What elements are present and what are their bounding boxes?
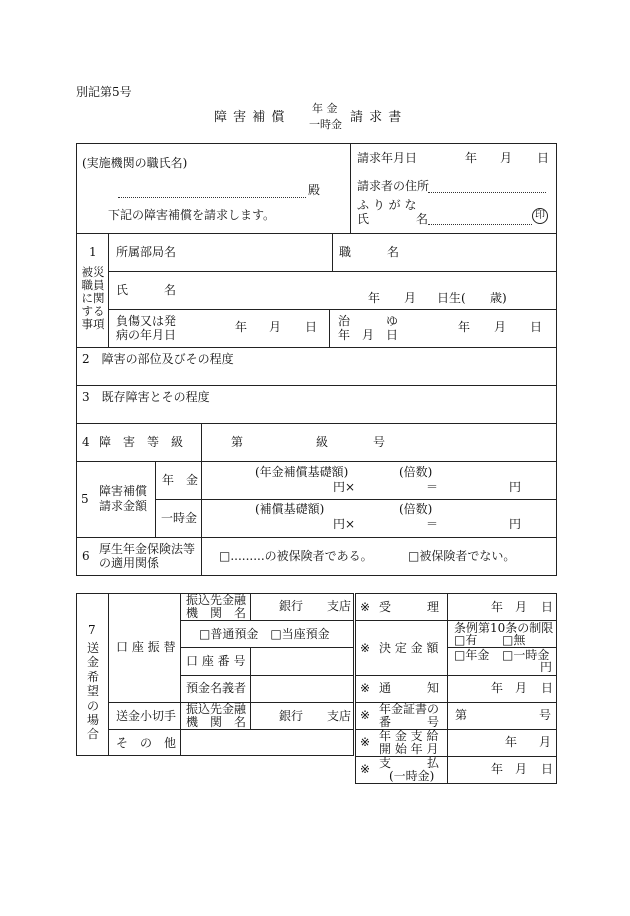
check-bank-label-2: 機 関 名 <box>186 715 247 729</box>
grade-kyu: 級 <box>316 435 329 449</box>
form-title-option-ichiji: 一時金 <box>309 118 342 131</box>
certificate-dai: 第 <box>455 708 468 722</box>
cure-date-label-1: 治 ゆ <box>338 314 399 328</box>
ichiji-equals: ＝ <box>426 517 439 531</box>
injury-year: 年 <box>235 320 248 334</box>
other-method-label: そ の 他 <box>116 736 177 750</box>
birth-age: 歳) <box>490 291 507 305</box>
restriction-label: 条例第10条の制限 <box>454 621 554 635</box>
payment-label-2: (一時金) <box>389 769 435 783</box>
nenkin-multiple-label: (倍数) <box>399 465 433 479</box>
claimant-name-field[interactable] <box>428 213 532 225</box>
disability-grade-label: 障 害 等 級 <box>99 435 184 449</box>
request-date-day: 日 <box>537 151 550 165</box>
pension-start-label-1: 年 金 支 給 <box>379 729 439 743</box>
section-2-label: 2 障害の部位及びその程度 <box>82 352 234 366</box>
cure-month: 月 <box>494 320 507 334</box>
section-6-number: 6 <box>82 549 90 563</box>
claimant-name-label-b: 名 <box>416 212 429 226</box>
bank-name-label-1: 振込先金融 <box>186 593 247 607</box>
decided-nenkin-option[interactable]: □年金 <box>454 648 490 662</box>
notice-label: 通 知 <box>379 681 440 695</box>
check-bank-branch-text: 銀行 支店 <box>279 709 352 723</box>
request-date-month: 月 <box>500 151 513 165</box>
form-title-main: 障 害 補 償 <box>214 110 286 125</box>
section-7-number: 7 <box>88 623 96 637</box>
office-mark: ※ <box>360 600 371 614</box>
institution-head-label: (実施機関の職氏名) <box>82 156 188 170</box>
birth-month: 月 <box>404 291 417 305</box>
injury-date-label-2: 病の年月日 <box>116 328 177 342</box>
pension-start-month: 月 <box>539 735 552 749</box>
office-mark: ※ <box>360 762 371 776</box>
nenkin-row-label: 年 金 <box>162 473 199 487</box>
ichiji-row-label: 一時金 <box>161 511 198 525</box>
notice-day: 日 <box>541 681 554 695</box>
office-mark: ※ <box>360 681 371 695</box>
office-mark: ※ <box>360 708 371 722</box>
restriction-no-option[interactable]: □無 <box>502 633 526 647</box>
nenkin-yen: 円 <box>509 480 522 494</box>
account-number-label: 口 座 番 号 <box>186 654 246 668</box>
notice-month: 月 <box>515 681 528 695</box>
decided-amount-label: 決 定 金 額 <box>379 641 439 655</box>
nenkin-yen-times: 円× <box>333 480 356 494</box>
institution-head-field[interactable] <box>118 185 306 198</box>
certificate-label-2: 番 号 <box>379 715 440 729</box>
deposit-type-options[interactable]: □普通預金 □当座預金 <box>199 627 330 641</box>
injury-day: 日 <box>305 320 318 334</box>
received-day: 日 <box>541 600 554 614</box>
section-1-number: 1 <box>89 245 97 259</box>
decided-ichiji-option[interactable]: □一時金 <box>502 648 550 662</box>
seal-mark: 印 <box>532 208 548 224</box>
request-date-label: 請求年月日 <box>357 151 418 165</box>
check-bank-label-1: 振込先金融 <box>186 702 247 716</box>
nenkin-equals: ＝ <box>426 480 439 494</box>
honorific-dono: 殿 <box>308 183 321 197</box>
account-transfer-label: 口 座 振 替 <box>116 640 176 654</box>
certificate-go: 号 <box>539 708 552 722</box>
form-title-tail: 請 求 書 <box>350 110 403 125</box>
received-label: 受 理 <box>379 600 440 614</box>
request-sentence: 下記の障害補償を請求します。 <box>108 208 276 222</box>
section-3-label: 3 既存障害とその程度 <box>82 390 210 404</box>
request-date-year: 年 <box>465 151 478 165</box>
ichiji-base-label: (補償基礎額) <box>255 502 325 516</box>
received-month: 月 <box>515 600 528 614</box>
certificate-label-1: 年金証書の <box>379 702 440 716</box>
pension-law-label-2: の適用関係 <box>99 556 160 570</box>
position-label: 職 名 <box>339 245 400 259</box>
not-insured-checkbox-option[interactable]: □被保険者でない。 <box>408 549 516 563</box>
insured-checkbox-option[interactable]: □.........の被保険者である。 <box>219 549 373 563</box>
account-holder-label: 預金名義者 <box>186 681 247 695</box>
form-number: 別記第5号 <box>76 85 132 99</box>
notice-year: 年 <box>491 681 504 695</box>
birth-year: 年 <box>368 291 381 305</box>
section-4-number: 4 <box>82 435 90 449</box>
cure-date-label-2: 年 月 日 <box>338 328 399 342</box>
bank-name-label-2: 機 関 名 <box>186 606 247 620</box>
injury-date-label-1: 負傷又は発 <box>116 314 177 328</box>
remittance-vertical-label: 送金希望の場合 <box>86 641 99 742</box>
restriction-yes-option[interactable]: □有 <box>454 633 478 647</box>
grade-go: 号 <box>373 435 386 449</box>
claimant-address-label: 請求者の住所 <box>357 179 430 193</box>
dept-label: 所属部局名 <box>116 245 177 259</box>
remittance-check-label: 送金小切手 <box>116 709 177 723</box>
payment-label-1: 支 払 <box>379 756 440 770</box>
ichiji-multiple-label: (倍数) <box>399 502 433 516</box>
injury-month: 月 <box>269 320 282 334</box>
office-mark: ※ <box>360 735 371 749</box>
birth-day: 日生( <box>437 291 466 305</box>
grade-dai: 第 <box>231 435 244 449</box>
section-5-number: 5 <box>81 492 89 506</box>
payment-month: 月 <box>515 762 528 776</box>
pension-start-year: 年 <box>505 735 518 749</box>
pension-start-label-2: 開 始 年 月 <box>379 742 439 756</box>
received-year: 年 <box>491 600 504 614</box>
claimant-address-field[interactable] <box>428 181 546 193</box>
employee-name-label: 氏 名 <box>116 283 177 297</box>
ichiji-yen-times: 円× <box>333 517 356 531</box>
claimant-name-label-a: 氏 <box>357 212 370 226</box>
payment-day: 日 <box>541 762 554 776</box>
furigana-label: ふ り が な <box>357 198 417 212</box>
decided-yen: 円 <box>540 660 553 674</box>
ichiji-yen: 円 <box>509 517 522 531</box>
nenkin-base-label: (年金補償基礎額) <box>255 465 349 479</box>
office-mark: ※ <box>360 641 371 655</box>
cure-year: 年 <box>458 320 471 334</box>
pension-law-label-1: 厚生年金保険法等 <box>99 542 196 556</box>
payment-year: 年 <box>491 762 504 776</box>
cure-day: 日 <box>530 320 543 334</box>
claim-amount-label-1: 障害補償 <box>99 484 148 498</box>
bank-branch-text: 銀行 支店 <box>279 599 352 613</box>
form-title-option-nenkin: 年 金 <box>312 102 338 115</box>
claim-amount-label-2: 請求金額 <box>99 499 148 513</box>
section-1-vertical-label: 被災職員に関する事項 <box>81 265 105 331</box>
